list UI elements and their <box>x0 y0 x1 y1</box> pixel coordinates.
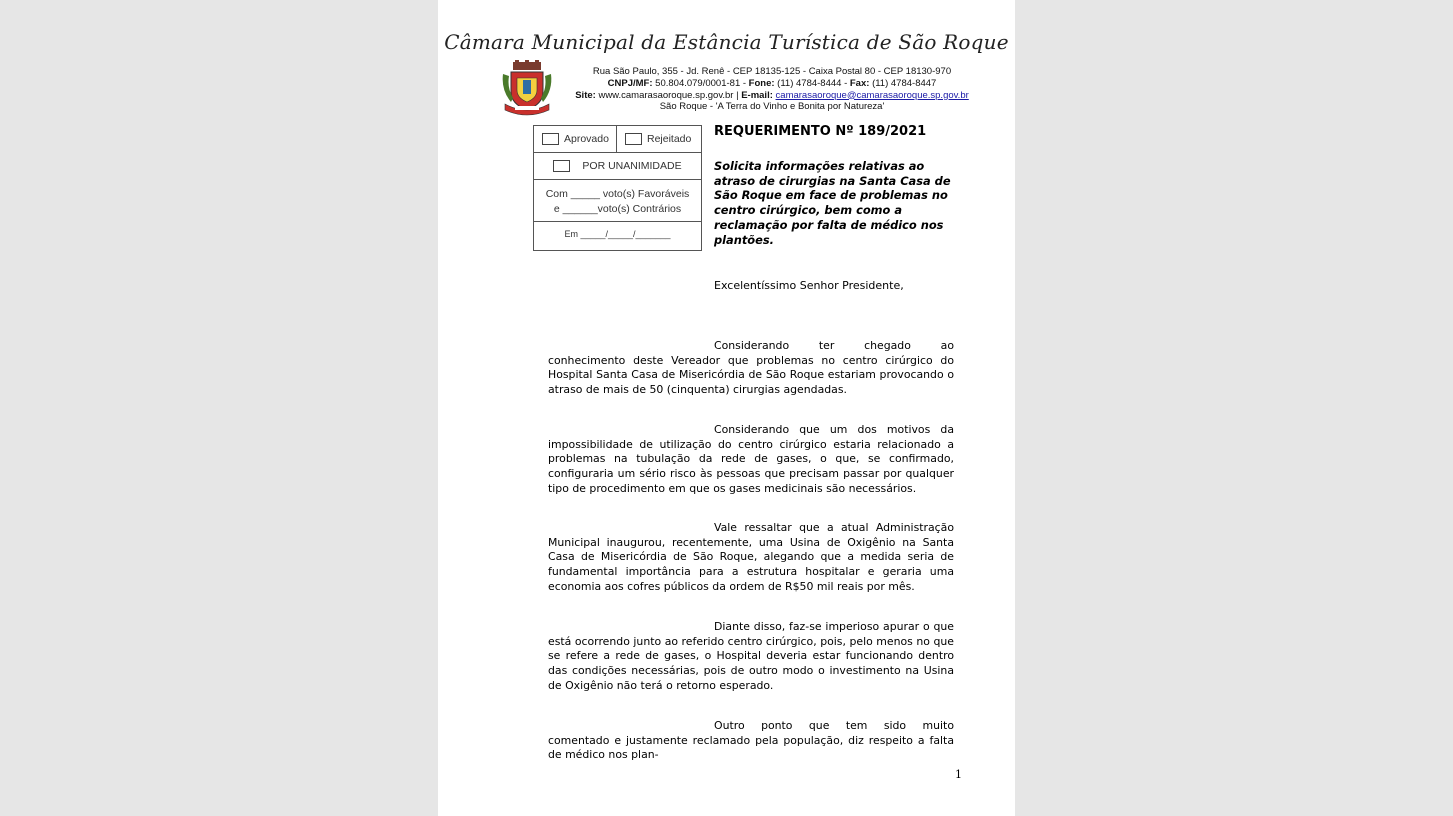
phone-value: (11) 4784-8444 - <box>777 77 848 89</box>
paragraph: Considerando que um dos motivos da impossibilidade de utilização do centro cirúrgico estaria relacionado a problemas na tubulação da rede de gases, o que, se confirmado, configuraria um sério risco às pessoas que precisam passar por qualquer tipo de procedimento em que os gases medicinais são necessários. <box>548 423 954 495</box>
email-link[interactable]: camarasaoroque@camarasaoroque.sp.gov.br <box>775 89 969 101</box>
city-motto: São Roque - 'A Terra do Vinho e Bonita por Natureza' <box>659 101 885 113</box>
cnpj-label: CNPJ/MF: <box>607 77 653 89</box>
approval-row <box>534 126 701 153</box>
cnpj-value: 50.804.079/0001-81 - <box>655 77 747 89</box>
fax-label: Fax: <box>849 77 870 89</box>
approved-checkbox <box>542 133 559 145</box>
request-summary: Solicita informações relativas ao atraso de cirurgias na Santa Casa de São Roque em face de problemas no centro cirúrgico, bem como a reclamação por falta de médico nos plantões. <box>714 159 951 247</box>
date-row <box>534 222 701 250</box>
chamber-title: Câmara Municipal da Estância Turística de São Roque <box>444 30 1009 54</box>
phone-label: Fone: <box>748 77 775 89</box>
address-line: Rua São Paulo, 355 - Jd. Renê - CEP 18135-125 - Caixa Postal 80 - CEP 18130-970 <box>592 66 952 77</box>
municipal-coat-of-arms-icon <box>499 60 555 116</box>
paragraph: Diante disso, faz-se imperioso apurar o que está ocorrendo junto ao referido centro cirúrgico, pois, pelo menos no que se refere a rede de gases, o Hospital deveria estar funcionando dentro das condições necessárias, pois de outro modo o investimento na Usina de Oxigênio não terá o retorno esperado. <box>548 620 954 692</box>
fax-value: (11) 4784-8447 <box>872 77 937 89</box>
unanimous-checkbox <box>553 160 570 172</box>
cnpj-phone-line <box>562 78 982 90</box>
vote-count-row <box>534 180 701 222</box>
page-number: 1 <box>955 768 962 781</box>
site-email-line <box>562 90 982 102</box>
rejected-option <box>618 126 701 152</box>
favorable-votes-line: Com _____ voto(s) Favoráveis <box>545 188 690 200</box>
paragraph: Considerando ter chegado ao conhecimento deste Vereador que problemas no centro cirúrgico do Hospital Santa Casa de Misericórdia de São Roque estariam provocando o atraso de mais de 50 (cinquenta) cirurgias agendadas. <box>548 339 954 397</box>
unanimous-label: POR UNANIMIDADE <box>582 160 682 172</box>
contrary-votes-line: e ______voto(s) Contrários <box>553 203 682 215</box>
rejected-checkbox <box>625 133 642 145</box>
approved-option <box>534 126 617 152</box>
date-line: Em _____/_____/_______ <box>564 229 671 239</box>
salutation: Excelentíssimo Senhor Presidente, <box>714 279 904 292</box>
email-label: E-mail: <box>741 89 773 101</box>
rejected-label: Rejeitado <box>647 133 692 145</box>
vote-result-box <box>533 125 702 251</box>
paragraph: Vale ressaltar que a atual Administração Municipal inaugurou, recentemente, uma Usina de Oxigênio na Santa Casa de Misericórdia de São Roque, alegando que a medida seria de fundamental importância para a estrutura hospitalar e geraria uma economia aos cofres públicos da ordem de R$50 mil reais por mês. <box>548 521 954 593</box>
site-label: Site: <box>575 89 596 101</box>
paragraph: Outro ponto que tem sido muito comentado e justamente reclamado pela população, diz respeito a falta de médico nos plan- <box>548 719 954 762</box>
unanimous-row <box>534 153 701 180</box>
contact-block <box>562 66 982 113</box>
site-value: www.camarasaoroque.sp.gov.br | <box>598 89 739 101</box>
request-title: REQUERIMENTO Nº 189/2021 <box>714 124 927 139</box>
document-page <box>438 0 1015 816</box>
approved-label: Aprovado <box>564 133 609 145</box>
